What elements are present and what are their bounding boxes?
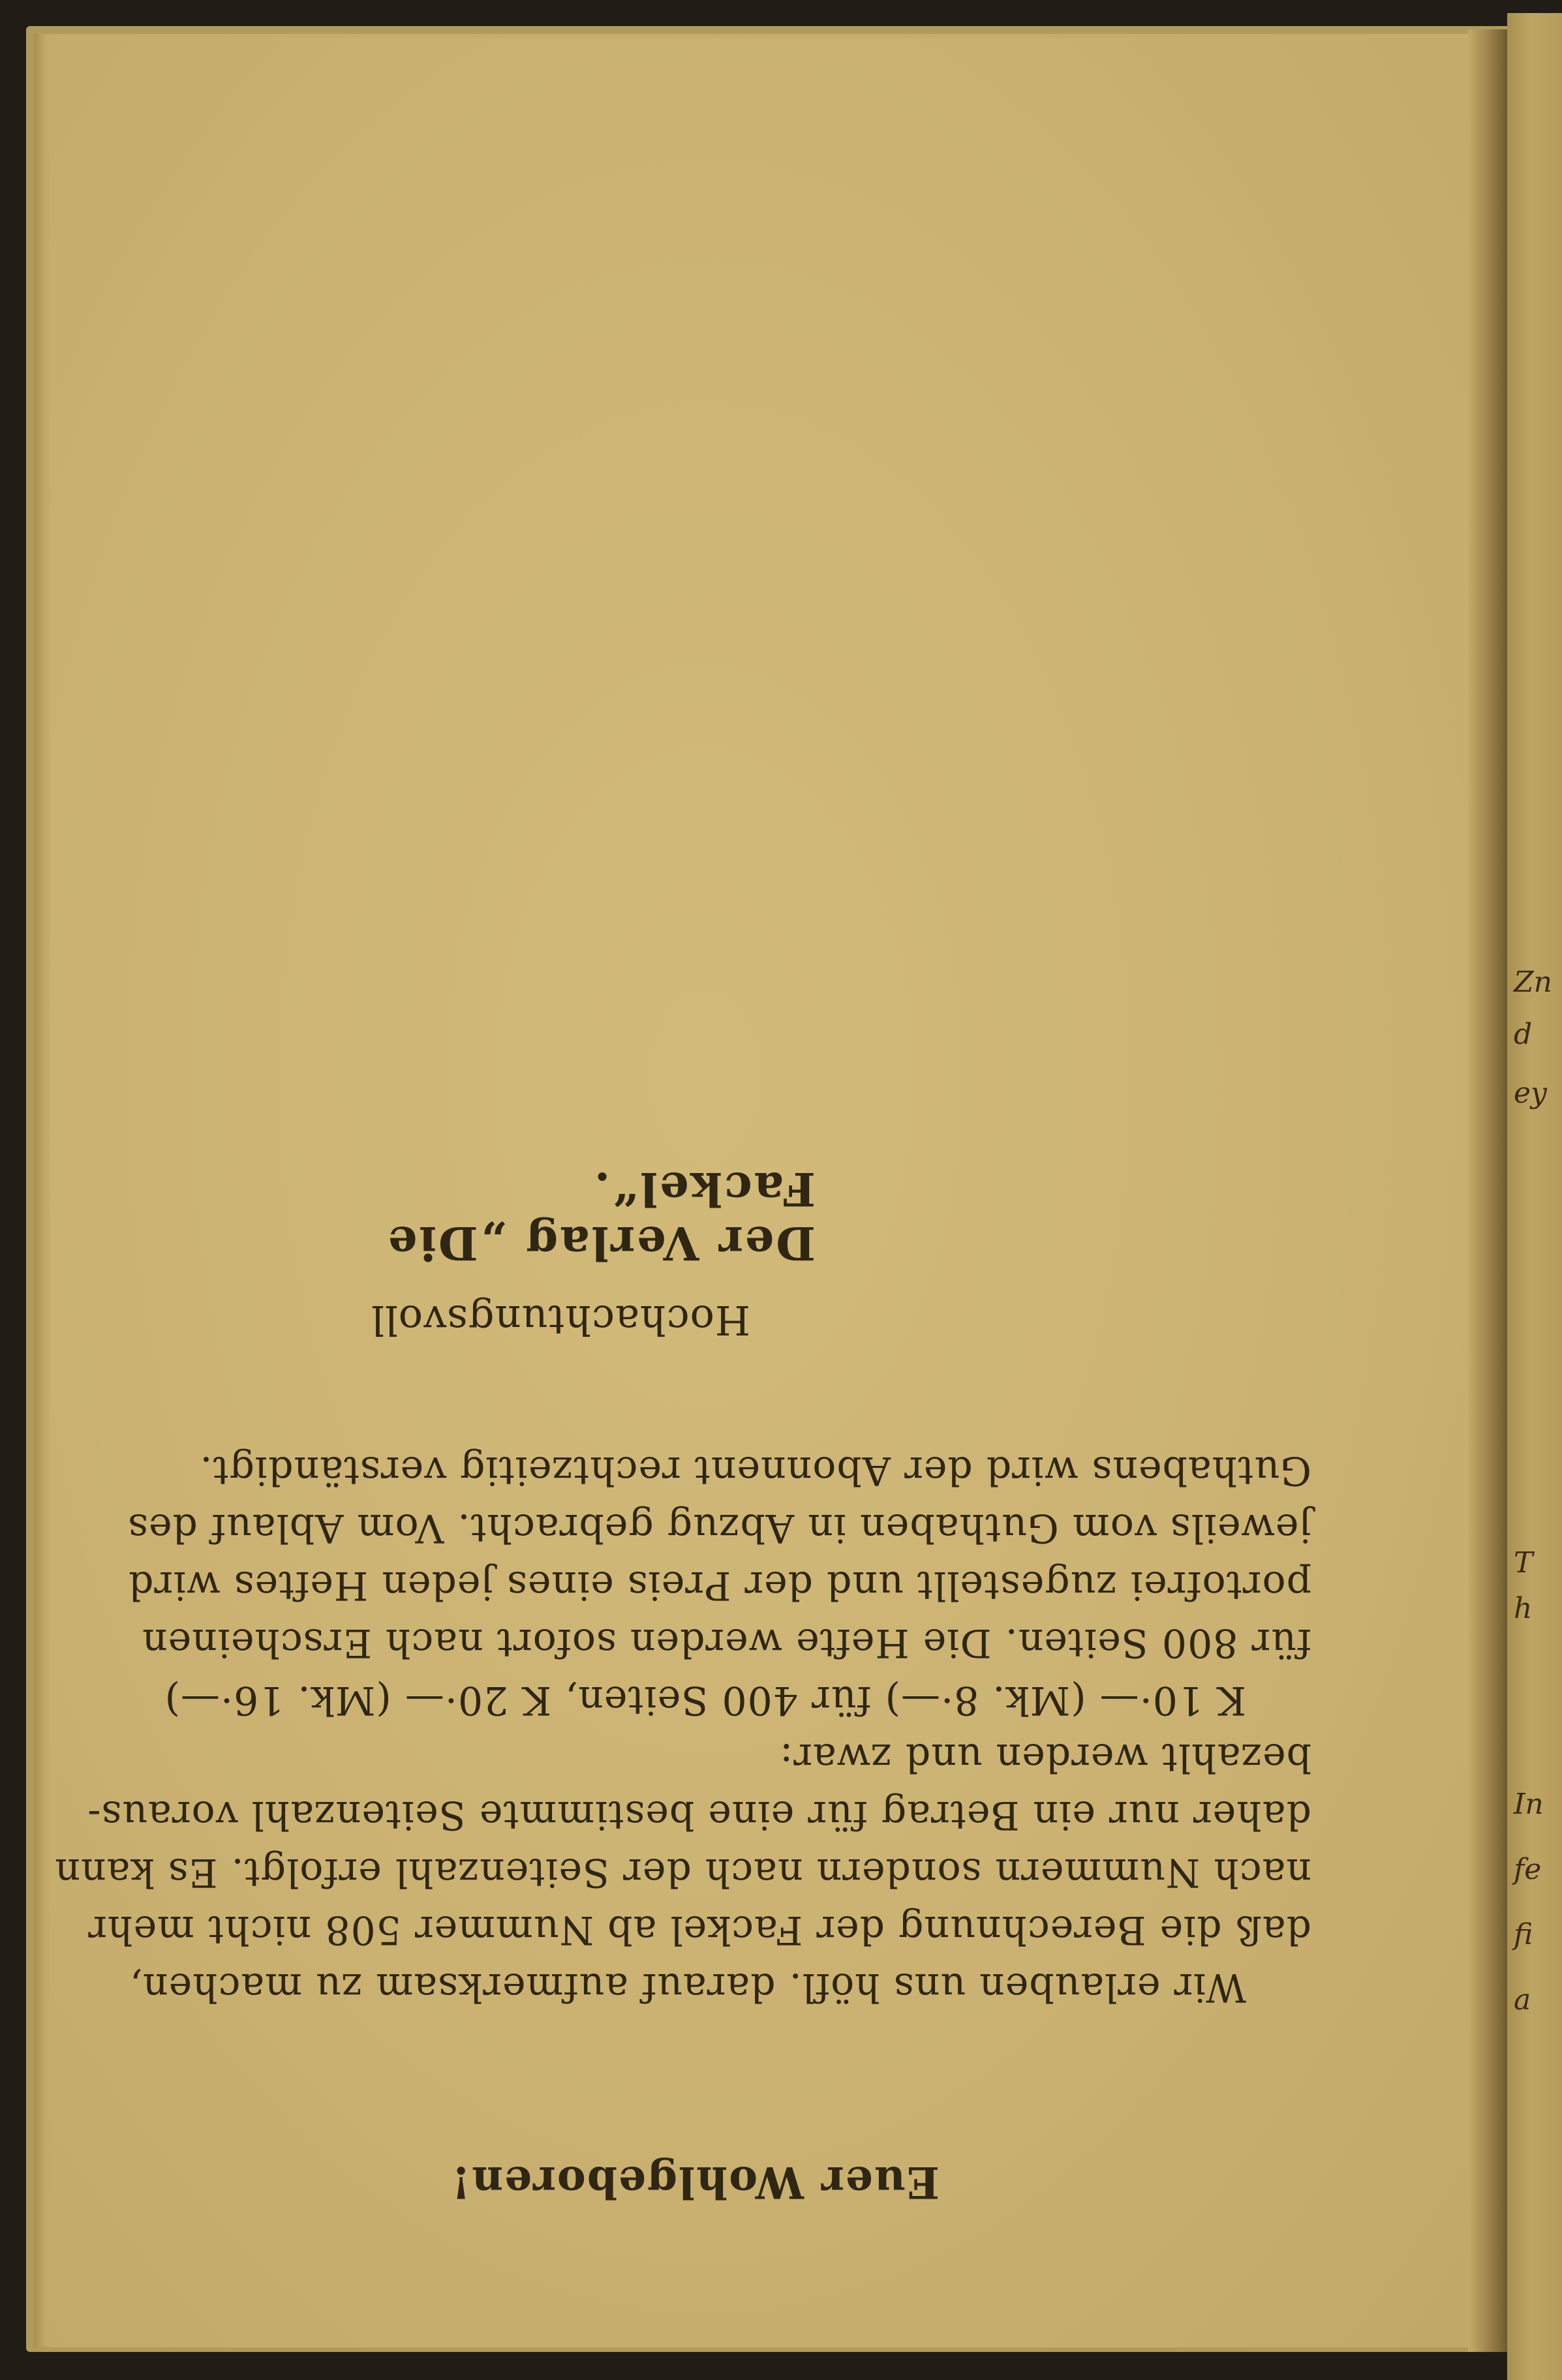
handwriting-mark: ey xyxy=(1514,1076,1547,1110)
body-line: für 800 Seiten. Die Hefte werden sofort nach Erscheinen xyxy=(141,1620,1311,1666)
body-line: bezahlt werden und zwar: xyxy=(779,1735,1311,1780)
handwriting-mark: h xyxy=(1514,1592,1533,1625)
body-line: daß die Berechnung der Fackel ab Nummer 508 nicht mehr xyxy=(87,1907,1311,1953)
handwriting-mark: d xyxy=(1514,1018,1533,1051)
signature: Der Verlag „Die Fackel“. xyxy=(386,1162,816,1270)
handwriting-mark: T xyxy=(1514,1546,1533,1579)
closing: Hochachtungsvoll xyxy=(371,1296,750,1344)
body-line: Wir erlauben uns höfl. darauf aufmerksam zu machen, xyxy=(129,1964,1246,2010)
handwriting-mark: a xyxy=(1514,1983,1531,2017)
body-line: jeweils vom Guthaben in Abzug gebracht. Vom Ablauf des xyxy=(127,1505,1311,1551)
body-line: daher nur ein Betrag für eine bestimmte Seitenzahl voraus- xyxy=(87,1792,1311,1838)
handwriting-mark: fi xyxy=(1514,1918,1533,1951)
handwriting-mark: In xyxy=(1514,1788,1544,1821)
handwriting-mark: Zn xyxy=(1514,966,1552,999)
body-line: portofrei zugestellt und der Preis eines jeden Heftes wird xyxy=(128,1563,1311,1608)
handwriting-mark: fe xyxy=(1514,1853,1542,1886)
salutation: Euer Wohlgeboren! xyxy=(450,2157,940,2208)
body-line: K 10·— (Mk. 8·—) für 400 Seiten, K 20·— (Mk. 16·—) xyxy=(164,1677,1246,1723)
body-line: nach Nummern sondern nach der Seitenzahl erfolgt. Es kann xyxy=(54,1850,1311,1895)
letter-text-rotated xyxy=(54,1162,1311,2212)
book-gutter xyxy=(1468,29,1507,2352)
body-line: Guthabens wird der Abonnent rechtzeitig verständigt. xyxy=(199,1448,1311,1493)
adjacent-page-strip xyxy=(1507,13,1562,2380)
